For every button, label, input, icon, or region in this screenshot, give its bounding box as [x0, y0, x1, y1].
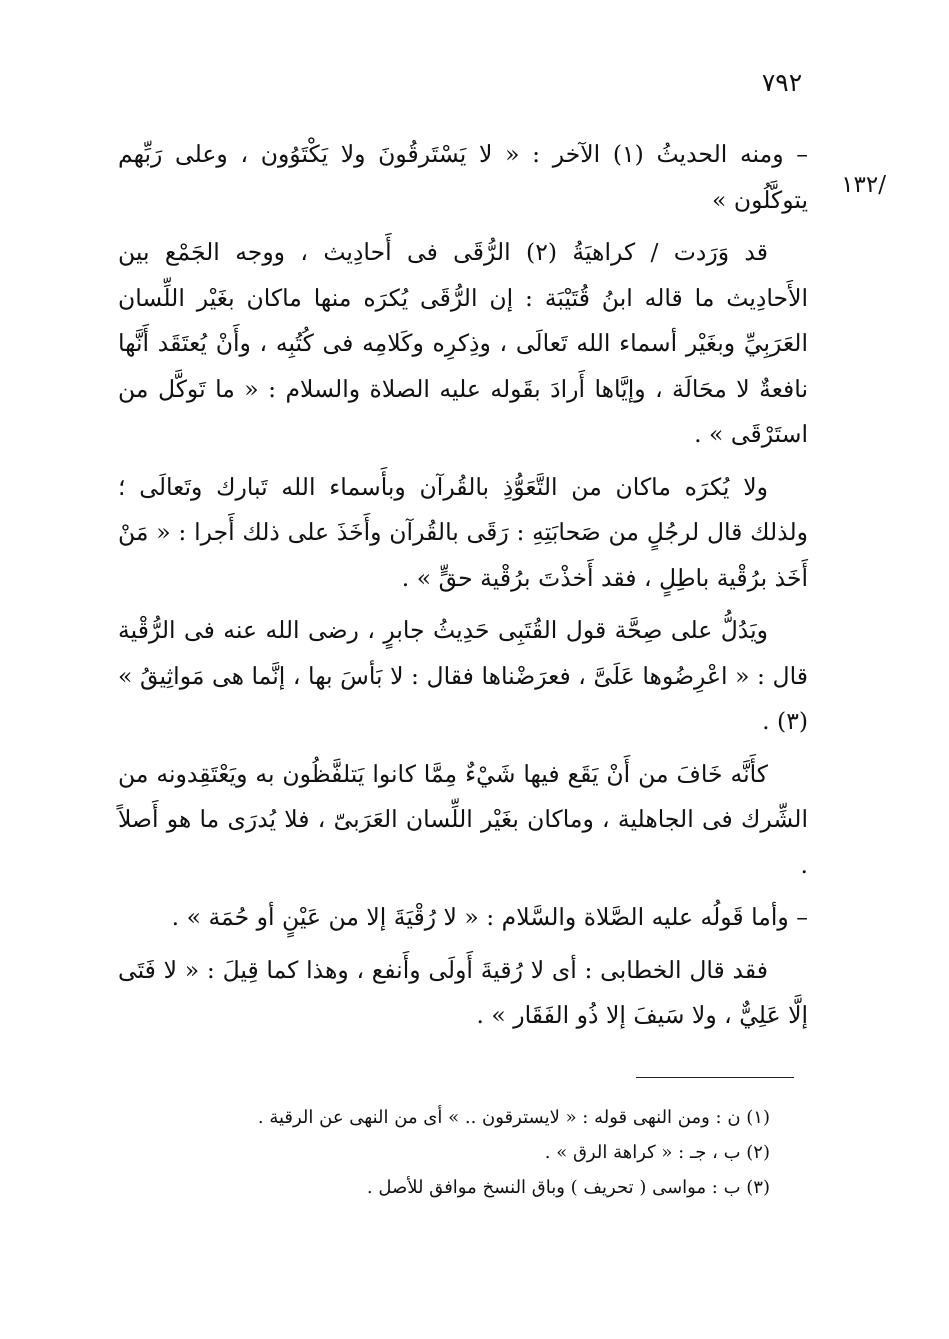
page-number: ٧٩٢ — [761, 68, 803, 97]
paragraph: ولا يُكرَه ماكان من التَّعَوُّذِ بالقُرآن وبأَسماء الله تَبارك وتَعالَى ؛ ولذلك قال لرجُلٍ من صَحابَتِهِ : رَقَى بالقُرآن وأَخَذَ على ذلك أَجرا : « مَنْ أَخَذ برُقْية باطِلٍ ، فقد أَخذْتَ برُقْية حقٍّ » . — [118, 472, 808, 592]
paragraph: قد وَرَدت / كراهيَةُ (٢) الرُّقَى فى أَحادِيث ، ووجه الجَمْع بين الأَحادِيث ما قاله ابنُ قُتَيْبَة : إن الرُّقَى يُكرَه منها ماكان بغَيْر اللِّسان العَرَبِيِّ وبغَيْر أسماء الله تَعالَى ، وذِكرِه وكَلامِه فى كُتُبِه ، وأَنْ يُعتَقَد أَنَّها نافعةٌ لا محَالَة ، وإيَّاها أَرادَ بقَوله عليه الصلاة والسلام : « ما تَوكَّل من استَرْقَى » . — [118, 238, 808, 448]
margin-folio-marker: /١٣٢ — [841, 172, 886, 198]
paragraph: ويَدُلُّ على صِحَّة قول القُتَبِى حَدِيثُ جابرٍ ، رضى الله عنه فى الرُّقْية قال : « اعْرِضُوها عَلَىَّ ، فعرَضْناها فقال : لا بَأسَ بها ، إنَّما هى مَواثِيقُ » (٣) . — [118, 616, 808, 735]
main-text — [118, 132, 808, 1046]
paragraph: – ومنه الحديثُ (١) الآخر : « لا يَسْتَرقُونَ ولا يَكْتَوُون ، وعلى رَبِّهم يتوكَّلُون » — [118, 140, 808, 214]
paragraph: – وأما قَولُه عليه الصَّلاة والسَّلام : « لا رُقْيَةَ إلا من عَيْنٍ أو حُمَة » . — [171, 903, 808, 931]
footnote: (٣) ب : مواسى ( تحريف ) وباق النسخ موافق للأصل . — [366, 1177, 770, 1198]
paragraph: كأَنَّه خَافَ من أَنْ يَقَع فيها شَيْءٌ مِمَّا كانوا يَتلفَّظُون به ويَعْتَقِدونه من الشِّرك فى الجاهلية ، وماكان بغَيْر اللِّسان العَرَبىّ ، فلا يُدرَى ما هو أَصلاً . — [118, 759, 808, 879]
paragraph: فقد قال الخطابى : أى لا رُقيةَ أَولَى وأَنفع ، وهذا كما قِيلَ : « لا فَتَى إلَّا عَلِيٌّ ، ولا سَيفَ إلا ذُو الفَقَار » . — [118, 955, 808, 1029]
footnote: (٢) ب ، جـ : « كراهة الرق » . — [544, 1142, 770, 1163]
footnote: (١) ن : ومن النهى قوله : « لايسترقون .. » أى من النهى عن الرقية . — [257, 1107, 770, 1128]
footnote-divider — [636, 1077, 794, 1078]
footnotes — [150, 1100, 770, 1205]
